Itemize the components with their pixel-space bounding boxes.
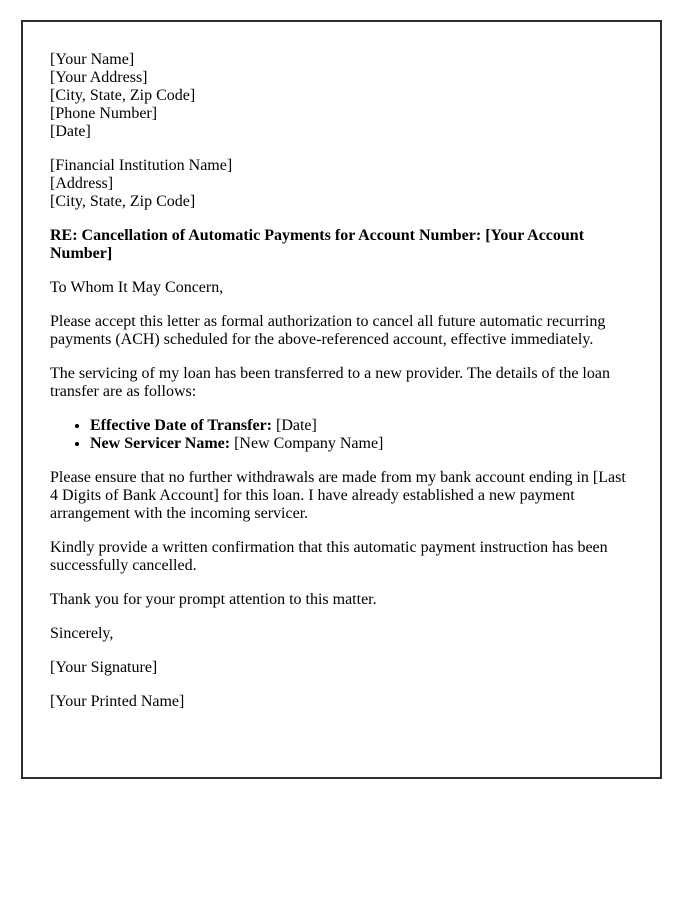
signature-placeholder: [Your Signature]	[50, 659, 158, 676]
transfer-detail-value: [Date]	[276, 417, 317, 434]
recipient-city-state-zip: [City, State, Zip Code]	[50, 193, 196, 210]
recipient-address-block	[50, 157, 633, 211]
letter-document	[21, 20, 662, 779]
letter-date: [Date]	[50, 123, 91, 140]
sender-address: [Your Address]	[50, 69, 148, 86]
paragraph-no-withdrawals: Please ensure that no further withdrawals are made from my bank account ending in [Last 4 Digits of Bank Account] for this loan. I have already established a new payment arrangement with the incoming servicer.	[50, 469, 626, 522]
paragraph-authorization: Please accept this letter as formal authorization to cancel all future automatic recurring payments (ACH) scheduled for the above-referenced account, effective immediately.	[50, 313, 606, 348]
paragraph-transfer-intro: The servicing of my loan has been transferred to a new provider. The details of the loan transfer are as follows:	[50, 365, 610, 400]
subject-text: RE: Cancellation of Automatic Payments for Account Number: [Your Account Number]	[50, 227, 585, 262]
transfer-details-list	[50, 417, 633, 453]
sender-phone: [Phone Number]	[50, 105, 158, 122]
salutation: To Whom It May Concern,	[50, 279, 224, 296]
signoff: Sincerely,	[50, 625, 114, 642]
transfer-detail-item-date	[90, 417, 633, 435]
transfer-detail-item-servicer	[90, 435, 633, 453]
sender-city-state-zip: [City, State, Zip Code]	[50, 87, 196, 104]
subject-line	[50, 227, 633, 263]
transfer-detail-label: New Servicer Name:	[90, 435, 231, 452]
paragraph-confirmation: Kindly provide a written confirmation that this automatic payment instruction has been successfully cancelled.	[50, 539, 608, 574]
transfer-detail-value: [New Company Name]	[234, 435, 384, 452]
paragraph-thanks: Thank you for your prompt attention to this matter.	[50, 591, 377, 608]
sender-address-block	[50, 51, 633, 141]
sender-name: [Your Name]	[50, 51, 135, 68]
recipient-institution: [Financial Institution Name]	[50, 157, 233, 174]
recipient-address: [Address]	[50, 175, 114, 192]
transfer-detail-label: Effective Date of Transfer:	[90, 417, 272, 434]
printed-name-placeholder: [Your Printed Name]	[50, 693, 185, 710]
